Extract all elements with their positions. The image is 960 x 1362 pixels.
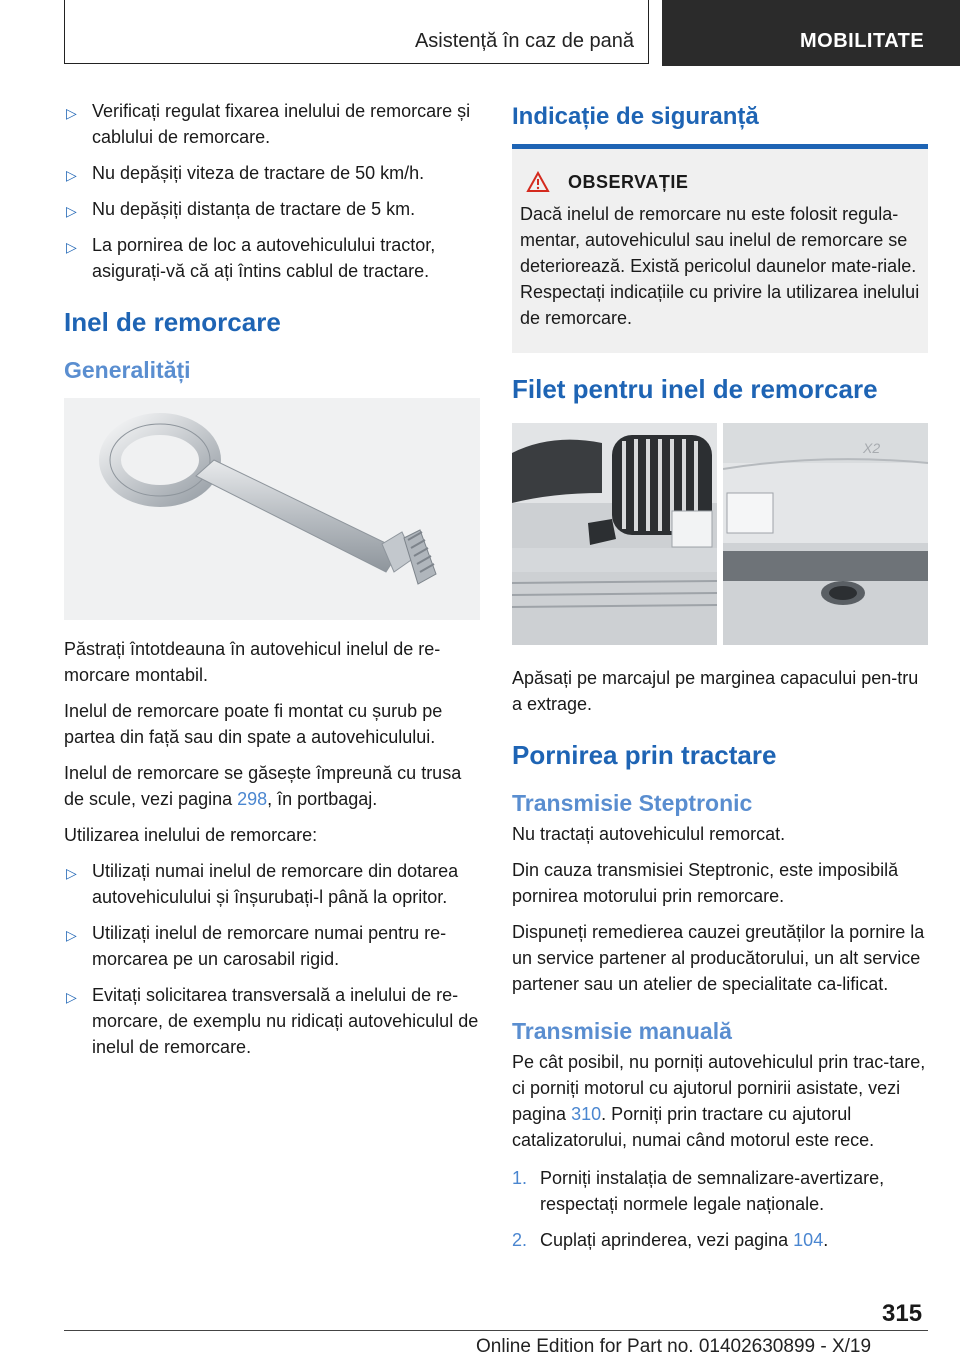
triangle-right-icon: ▷ (66, 865, 77, 881)
front-bumper-drawing (512, 423, 717, 645)
chapter-tab (662, 0, 960, 66)
list-item: ▷ Verificați regulat fixarea inelului de remorcare și cablului de remorcare. (66, 101, 471, 147)
notice-label: OBSERVAȚIE (568, 171, 689, 192)
paragraph: Din cauza transmisiei Steptronic, este imposibilă pornirea motorului prin remorcare. (512, 860, 899, 906)
chapter-label: MOBILITATE (800, 30, 925, 52)
paragraph: Inelul de remorcare poate fi montat cu șurub pe partea din față sau din spate a autovehiculului. (64, 701, 443, 747)
notice-box (512, 149, 928, 353)
triangle-right-icon: ▷ (66, 239, 77, 255)
notice-text: Dacă inelul de remorcare nu este folosit regula-mentar, autovehiculul sau inelul de remorcare se deteriorează. Există pericolul daunelor mate-riale. Respectați indicațiile cu privire la utilizarea inelului de remorcare. (520, 204, 920, 328)
page-link-310[interactable]: 310 (571, 1104, 602, 1124)
section-tab (64, 0, 649, 64)
list-item: ▷ Utilizați numai inelul de remorcare din dotarea autovehiculului și înșurubați-l până la opritor. (66, 861, 459, 907)
bullet-list-bottom (64, 858, 480, 1060)
list-item: 2. Cuplați aprinderea, vezi pagina 104. (512, 1227, 928, 1253)
page-number: 315 (882, 1300, 923, 1327)
notice-title: Indicație de siguranță (512, 98, 928, 149)
bullet-list-top (64, 98, 480, 284)
paragraph: Dispuneți remedierea cauzei greutăților la pornire la un service partener al producătorului, un alt service partener sau un atelier de specialitate ca-lificat. (512, 922, 925, 994)
page-link-298[interactable]: 298 (237, 789, 268, 809)
subsection-heading: Transmisie manuală (512, 1018, 732, 1044)
list-item: ▷ Nu depășiți distanța de tractare de 5 km. (64, 196, 480, 222)
page-header (0, 0, 960, 66)
triangle-right-icon: ▷ (66, 203, 77, 219)
section-heading: Pornirea prin tractare (512, 740, 777, 770)
tow-thread-photo (512, 423, 928, 645)
list-item: 1. Porniți instalația de semnalizare-avertizare, respectați normele legale naționale. (512, 1165, 928, 1217)
list-item: ▷ La pornirea de loc a autovehiculului tractor, asigurați-vă că ați întins cablul de tractare. (66, 235, 436, 281)
footer-divider (64, 1330, 928, 1331)
tow-ring-drawing (64, 398, 480, 620)
subsection-heading: Transmisie Steptronic (512, 790, 753, 816)
triangle-right-icon: ▷ (66, 105, 77, 121)
svg-text:X2: X2 (863, 440, 881, 456)
step-number: 1. (512, 1168, 528, 1188)
section-heading: Filet pentru inel de remorcare (512, 374, 878, 404)
rear-bumper-photo (723, 423, 928, 645)
paragraph: Utilizarea inelului de remorcare: (64, 825, 318, 845)
paragraph: Inelul de remorcare se găsește împreună cu trusa de scule, vezi pagina 298, în portbagaj. (64, 763, 462, 809)
paragraph: Apăsați pe marcajul pe marginea capacului pen-tru a extrage. (512, 668, 919, 714)
page-link-104[interactable]: 104 (793, 1230, 824, 1250)
paragraph: Pe cât posibil, nu porniți autovehiculul prin trac-tare, ci porniți motorul cu ajutorul pornirii asistate, vezi pagina 310. Porniți prin tractare cu ajutorul catalizatorului, numai când motorul este rece. (512, 1052, 926, 1150)
triangle-right-icon: ▷ (66, 989, 77, 1005)
paragraph: Nu tractați autovehiculul remorcat. (512, 824, 786, 844)
subsection-heading: Generalități (64, 357, 191, 383)
front-bumper-photo (512, 423, 717, 645)
footer-edition: Online Edition for Part no. 01402630899 - X/19 (476, 1336, 872, 1357)
rear-bumper-drawing (723, 423, 928, 645)
paragraph: Păstrați întotdeauna în autovehicul inelul de re-morcare montabil. (64, 639, 441, 685)
triangle-right-icon: ▷ (66, 167, 77, 183)
left-column (64, 98, 480, 1074)
list-item: ▷ Evitați solicitarea transversală a inelului de re-morcare, de exemplu nu ridicați autovehiculul de inelul de remorcare. (66, 985, 479, 1057)
tow-ring-illustration (64, 398, 480, 620)
triangle-right-icon: ▷ (66, 927, 77, 943)
numbered-steps (512, 1165, 928, 1253)
right-column (512, 98, 928, 1263)
step-number: 2. (512, 1230, 528, 1250)
section-label: Asistență în caz de pană (414, 30, 634, 52)
notice-head (526, 171, 920, 193)
list-item: ▷ Nu depășiți viteza de tractare de 50 km/h. (64, 160, 480, 186)
section-heading: Inel de remorcare (64, 307, 281, 337)
warning-triangle-icon (526, 171, 550, 193)
list-item: ▷ Utilizați inelul de remorcare numai pentru re-morcarea pe un carosabil rigid. (66, 923, 447, 969)
